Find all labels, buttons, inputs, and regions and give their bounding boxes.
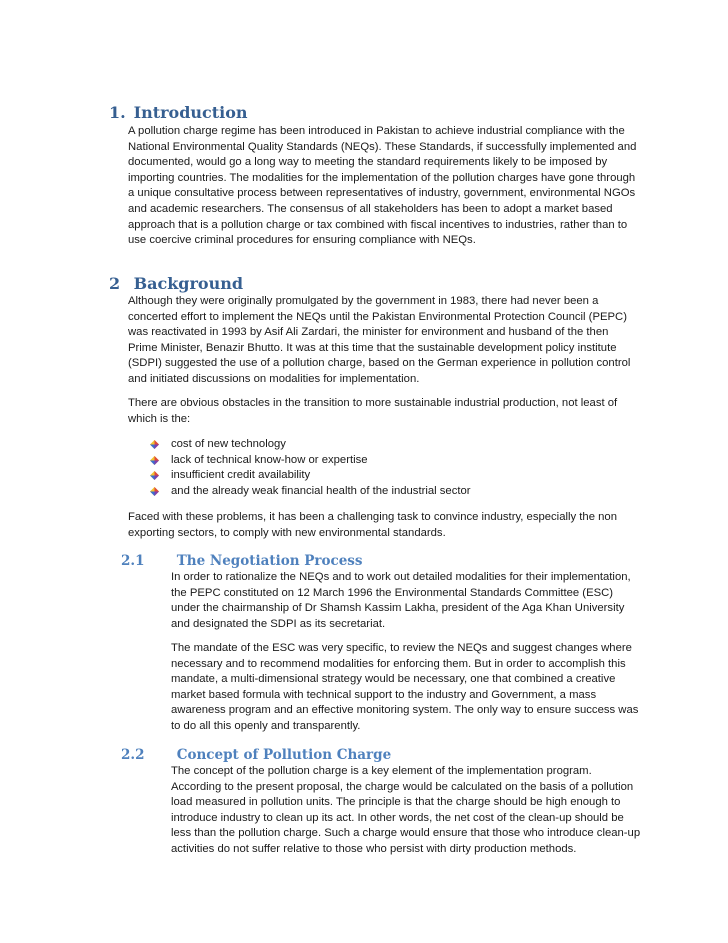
text-line: and academic researchers. The consensus of all stakeholders has been to adopt a market based <box>128 202 613 215</box>
text-line: Faced with these problems, it has been a challenging task to convince industry, especially the non <box>128 511 617 523</box>
list-item <box>148 437 471 453</box>
text-line: In order to rationalize the NEQs and to work out detailed modalities for their implementation, <box>171 571 631 583</box>
text-line: less than the pollution charge. Such a charge would ensure that those who introduce clean-up <box>171 827 641 840</box>
section-title: Concept of Pollution Charge <box>176 747 392 763</box>
text-line: National Environmental Quality Standards (NEQs). These Standards, if successfully implemented and <box>128 140 637 153</box>
list-item-text: lack of technical know-how or expertise <box>171 453 368 466</box>
colorful-diamond-bullet-icon <box>150 440 159 449</box>
text-line: load measured in pollution units. The principle is that the charge should be high enough to <box>171 796 621 809</box>
list-item-text: and the already weak financial health of the industrial sector <box>171 484 471 497</box>
text-line: was reactivated in 1993 by Asif Ali Zardari, the minister for environment and husband of the then <box>128 326 609 339</box>
text-line: There are obvious obstacles in the transition to more sustainable industrial production, not least of <box>128 397 618 409</box>
heading-introduction <box>109 103 248 123</box>
text-line: The mandate of the ESC was very specific, to review the NEQs and suggest changes where <box>171 642 632 654</box>
section-number: 2.1 <box>121 553 145 569</box>
text-line: Although they were originally promulgated by the government in 1983, there had never been a <box>128 295 599 307</box>
paragraph-faced-problems <box>128 510 617 541</box>
text-line: A pollution charge regime has been introduced in Pakistan to achieve industrial compliance with the <box>128 125 625 137</box>
text-line: awareness program and an effective monitoring system. The only way to ensure success was <box>171 704 639 717</box>
text-line: exporting sectors, to comply with new environmental standards. <box>128 526 446 539</box>
section-title: The Negotiation Process <box>176 553 363 569</box>
section-title: Introduction <box>133 103 248 122</box>
section-number: 2.2 <box>121 747 145 763</box>
text-line: to do all this openly and transparently. <box>171 719 361 732</box>
section-number: 1. <box>109 103 126 122</box>
paragraph-pollution-charge <box>171 764 640 858</box>
heading-pollution-charge <box>121 746 391 764</box>
text-line: market based formula with technical support to the industry and Government, a mass <box>171 688 597 701</box>
text-line: (SDPI) suggested the use of a pollution charge, based on the German experience in pollution control <box>128 357 631 370</box>
text-line: approach that is a pollution charge or tax combined with fiscal incentives to industries, rather than to <box>128 218 628 231</box>
list-item-text: cost of new technology <box>171 438 286 450</box>
text-line: activities do not suffer relative to those who persist with dirty production methods. <box>171 842 577 855</box>
text-line: mandate, a multi-dimensional strategy would be necessary, one that combined a creative <box>171 673 616 686</box>
colorful-diamond-bullet-icon <box>150 471 159 480</box>
text-line: concerted effort to implement the NEQs until the Pakistan Environmental Protection Council (PEPC) <box>128 310 627 323</box>
text-line: and initiated discussions on modalities for implementation. <box>128 372 420 385</box>
text-line: necessary and to recommend modalities for enforcing them. But in order to accomplish this <box>171 657 626 670</box>
text-line: importing countries. The modalities for the implementation of the pollution charges have gone through <box>128 171 636 184</box>
text-line: The concept of the pollution charge is a key element of the implementation program. <box>171 765 592 777</box>
obstacles-bullet-list <box>148 437 471 499</box>
paragraph-negotiation-1 <box>171 570 631 632</box>
text-line: According to the present proposal, the charge would be calculated on the basis of a pollution <box>171 780 634 793</box>
paragraph-obstacles <box>128 396 617 427</box>
text-line: introduce industry to clean up its act. In other words, the net cost of the clean-up should be <box>171 811 624 824</box>
text-line: and designated the SDPI as its secretariat. <box>171 617 386 630</box>
list-item <box>148 453 471 469</box>
section-title: Background <box>133 274 244 293</box>
paragraph-introduction <box>128 124 636 249</box>
text-line: under the chairmanship of Dr Shamsh Kassim Lakha, president of the Aga Khan University <box>171 602 625 615</box>
heading-negotiation-process <box>121 552 363 570</box>
colorful-diamond-bullet-icon <box>150 456 159 465</box>
text-line: a unique consultative process between representatives of industry, government, environmental NGOs <box>128 187 636 200</box>
text-line: use coercive criminal procedures for ensuring compliance with NEQs. <box>128 234 476 247</box>
text-line: Prime Minister, Benazir Bhutto. It was at this time that the sustainable development policy institute <box>128 341 617 354</box>
colorful-diamond-bullet-icon <box>150 487 159 496</box>
text-line: the PEPC constituted on 12 March 1996 the Environmental Standards Committee (ESC) <box>171 586 614 599</box>
text-line: which is the: <box>128 412 191 425</box>
paragraph-background <box>128 294 630 388</box>
section-number: 2 <box>109 274 121 293</box>
list-item-text: insufficient credit availability <box>171 469 311 482</box>
text-line: documented, would go a long way to meeting the standard requirements likely to be imposed by <box>128 156 608 169</box>
list-item <box>148 484 471 500</box>
paragraph-negotiation-2 <box>171 641 638 735</box>
heading-background <box>109 274 243 294</box>
list-item <box>148 468 471 484</box>
